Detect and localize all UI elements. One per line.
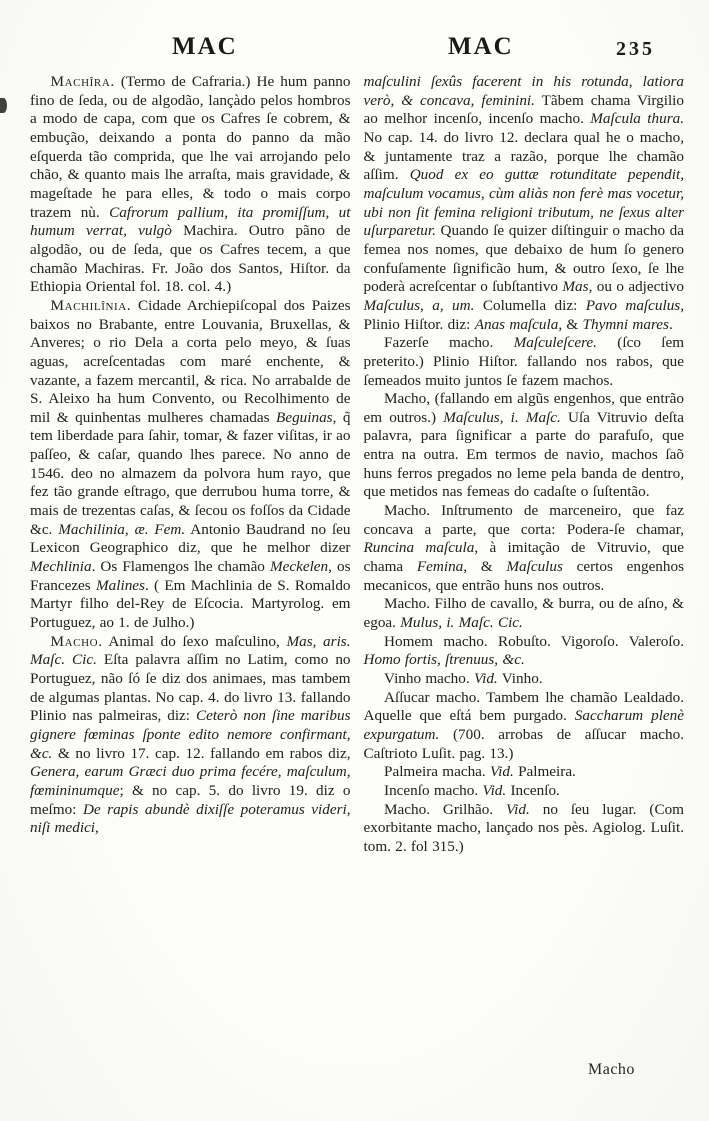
dictionary-entry-paragraph [364, 670, 685, 689]
latin-italic-run: Pavo maſculus [585, 296, 681, 314]
latin-italic-run: Runcina maſcula [363, 539, 475, 557]
text-run: Macho, (fallando em algũs engenhos, que entrão em outros.) [363, 390, 684, 426]
latin-italic-run: Mechlinia [30, 558, 92, 576]
text-run: Macho. Inſtrumento de marceneiro, que faz concava a parte, que corta: Podera-ſe chamar, [363, 502, 684, 538]
latin-italic-run: Mas, aris. Maſc. Cic. [30, 632, 351, 669]
text-run: Antonio Baudrand no ſeu Lexicon Geographico diz, que he melhor dizer [30, 520, 351, 557]
ink-smudge [0, 98, 7, 113]
text-run: Aſſucar macho. Tambem lhe chamão Lealdado. Aquelle que eſtá bem purgado. [363, 688, 684, 725]
text-run: Palmeira. [513, 763, 576, 781]
latin-italic-run: Anas maſcula [474, 315, 559, 333]
text-run: Macho. Grilhão. [384, 800, 507, 818]
latin-italic-run: maſculini ſexûs facerent in his rotunda, latiora verò, & concava, feminini. [363, 73, 684, 109]
text-run: , os Francezes [30, 558, 351, 594]
text-run: Machira. Outro pãno de algodão, ou de ſeda, que os Cafres tecem, a que chamão Machiras. Fr. João dos Santos, Hiſtor. da Ethiopia Oriental fol. 18. col. 4.) [30, 222, 351, 296]
entry-headword: Machîra. [50, 73, 115, 90]
latin-italic-run: Vid. [473, 670, 498, 687]
text-run: Macho. Filho de cavallo, & burra, ou de aſno, & egoa. [363, 595, 684, 632]
latin-italic-run: Maſcula thura. [590, 110, 684, 128]
text-run: Vinho macho. [384, 670, 474, 687]
latin-italic-run: Beguinas [276, 408, 333, 426]
latin-italic-run: Maſculus, i. Maſc. [443, 408, 561, 426]
text-run: Eſta palavra aſſim no Latim, como no Portuguez, não ſó ſe diz dos animaes, mas tambem de algumas plantas. No cap. 4. do livro 13. fallando Plinio nas palmeiras, diz: [30, 651, 351, 725]
text-run: no ſeu lugar. (Com exorbitante macho, lançado nos pès. Agiolog. Luſit. tom. 2. fol 315.) [363, 800, 684, 855]
text-run: , à imitação de Vitruvio, que chama [363, 539, 684, 576]
text-run: Fazerſe macho. [384, 334, 514, 352]
text-column-right [364, 73, 685, 857]
text-run: . ( Em Machlinia de S. Romaldo Martyr filho del-Rey de Eſcocia. Martyrolog. em Portuguez, ao 1. de Julho.) [30, 576, 351, 632]
latin-italic-run: Maſculeſcere. [513, 334, 597, 352]
page-number: 235 [616, 38, 655, 60]
latin-italic-run: Ceterò non ſine maribus gignere fœminas ſponte edito nemore confirmant, &c. [30, 707, 351, 762]
text-run: Palmeira macha. [384, 763, 491, 781]
latin-italic-run: Vid. [482, 781, 507, 799]
dictionary-entry-paragraph [364, 689, 685, 764]
latin-italic-run: De rapis abundè dixiſſe poteramus videri, niſi medici, [30, 800, 351, 837]
latin-italic-run: Mas [562, 278, 589, 296]
latin-italic-run: Saccharum plenè expurgatum. [363, 707, 684, 743]
latin-italic-run: Thymni mares [582, 315, 669, 333]
text-run: , q̃ tem liberdade para ſahir, tomar, & fazer viſitas, ir ao paſſeo, & caſar, quando lhes parece. No anno de 1546. deo no almazem da polvora hum rayo, que fez tão grande eſtrago, que derrubou huma torre, & mais de trezentas caſas, & ſecou os foſſos da Cidade &c. [30, 408, 351, 538]
text-run: Quando ſe quizer diſtinguir o macho da femea nos nomes, que debaixo de hum ſo genero confuſamente ſignificão hum, & outro ſexo, ſe lhe poderà acreſcentar o ſubſtantivo [363, 222, 684, 296]
text-run: (Termo de Cafraria.) He hum panno fino de ſeda, ou de algodão, lançàdo pelos hombros a modo de capa, com que os Cafres ſe cobrem, & embução, deixando a ponta do panno da mão eſquerda tão comprida, que lhe vai arrojando pelo chão, & quanto mais lhe arraſta, mais gravidade, & mageſtade he para elles, & todo o mais corpo trazem nù. [30, 73, 351, 221]
latin-italic-run: Vid. [490, 763, 514, 781]
text-run: Incenſo. [506, 781, 560, 799]
text-run: , & [558, 315, 583, 333]
entry-headword: Macho. [50, 632, 103, 650]
text-column-left [30, 73, 351, 857]
text-run: (ſco ſem preterito.) Plinio Hiſtor. fallando nos rabos, que ſemeados muito juntos ſe fazem machos. [363, 334, 685, 389]
entry-headword: Machilînia. [50, 296, 132, 314]
text-run: Cidade Archiepiſcopal dos Paizes baixos no Brabante, entre Louvania, Bruxellas, & Anveres; o rio Dela a corta pelo meyo, & ſuas aguas, acreſcentadas com maré enchente, & vazante, a fazem mercantil, & rica. No arrabalde de S. Aleixo ha hum Convento, ou Recolhimento de mil & quinhentas mulheres chamadas [30, 296, 351, 426]
dictionary-entry-paragraph [30, 633, 351, 838]
text-run: ; & no cap. 5. do livro 19. diz o meſmo: [30, 781, 351, 818]
text-run: Animal do ſexo maſculino, [102, 632, 287, 650]
text-run: , & [463, 558, 507, 576]
text-body [30, 73, 684, 857]
dictionary-entry-paragraph [364, 782, 685, 801]
dictionary-entry-paragraph [30, 73, 351, 297]
text-run: certos engenhos mecanicos, que entrão huns nos outros. [363, 558, 684, 594]
latin-italic-run: Maſculus [506, 558, 563, 576]
latin-italic-run: Vid. [506, 800, 530, 818]
latin-italic-run: Homo fortis, ſtrenuus, &c. [363, 651, 525, 669]
running-head [0, 33, 709, 65]
latin-italic-run: Femina [416, 558, 464, 576]
text-run: (700. arrobas de aſſucar macho. Caſtrioto Luſit. pag. 13.) [363, 725, 684, 762]
latin-italic-run: Quod ex eo guttæ rotunditate pependit, maſculum vocamus, cùm aliàs non ferè mas vocetur, ubi non ſit femina religioni tributum, ne ſexus alter uſurparetur. [363, 166, 684, 240]
latin-italic-run: Cafrorum pallium, ita promiſſum, ut humum verrat, vulgò [30, 203, 351, 240]
text-run: Tãbem chama Virgilio ao melhor incenſo, incenſo macho. [363, 91, 684, 128]
text-run: Homem macho. Robuſto. Vigoroſo. Valeroſo. [384, 632, 684, 650]
dictionary-entry-paragraph [364, 334, 685, 390]
catchword: Macho [588, 1061, 635, 1078]
dictionary-entry-paragraph [364, 73, 685, 334]
latin-italic-run: Genera, earum Græci duo prima fecére, maſculum, fœmininumque [30, 763, 351, 799]
running-head-right: MAC [448, 33, 514, 60]
text-run: , Plinio Hiſtor. diz: [363, 296, 684, 333]
text-run: Columella diz: [474, 296, 586, 314]
text-run: Vinho. [497, 670, 543, 687]
running-head-left: MAC [172, 33, 238, 60]
text-run: & no livro 17. cap. 12. fallando em rabos diz, [52, 744, 351, 762]
dictionary-entry-paragraph [364, 763, 685, 782]
latin-italic-run: Malines [96, 576, 145, 594]
text-run: . [668, 315, 673, 333]
dictionary-entry-paragraph [30, 297, 351, 633]
latin-italic-run: Machilinia, æ. Fem. [58, 520, 186, 538]
text-run: , ou o adjectivo [588, 278, 684, 296]
dictionary-entry-paragraph [364, 502, 685, 595]
latin-italic-run: Mulus, i. Maſc. Cic. [400, 614, 523, 632]
text-run: No cap. 14. do livro 12. declara qual he o macho, & juntamente traz a razão, porque lhe chamão aſſim. [363, 128, 684, 184]
latin-italic-run: Maſculus, a, um. [363, 296, 475, 314]
text-run: . Os Flamengos lhe chamão [91, 558, 270, 576]
text-run: Incenſo macho. [384, 781, 483, 799]
dictionary-entry-paragraph [364, 633, 685, 670]
dictionary-entry-paragraph [364, 390, 685, 502]
dictionary-entry-paragraph [364, 595, 685, 632]
latin-italic-run: Meckelen [269, 558, 329, 576]
text-run: Uſa Vitruvio deſta palavra, para ſignificar a parte do parafuſo, que entra na outra. Em termos de navio, machos ſaõ huns ferros pregados no leme pela banda de dentro, que metidos nas femeas do cadaſte o ſuſtentão. [363, 408, 684, 501]
dictionary-entry-paragraph [364, 801, 685, 857]
